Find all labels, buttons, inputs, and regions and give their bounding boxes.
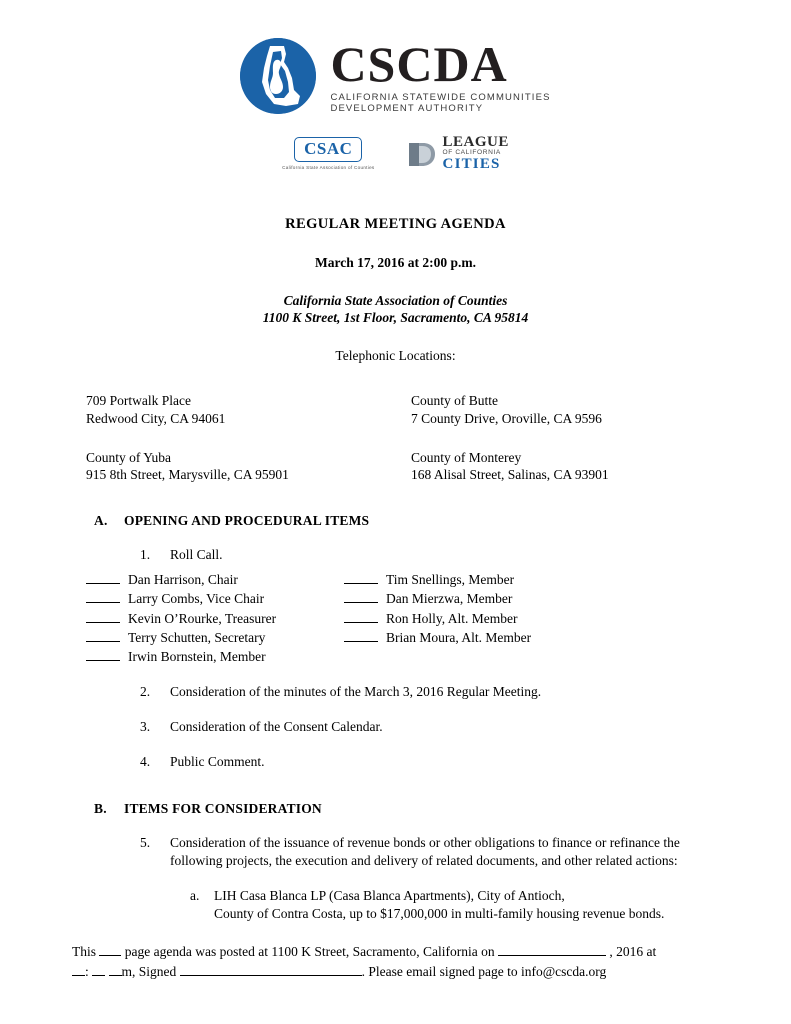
telephonic-locations-list (72, 392, 719, 483)
agenda-item-5-number: 5. (140, 834, 151, 850)
section-a (72, 513, 719, 771)
signature-blank[interactable] (180, 975, 362, 976)
roll-call-entry (86, 628, 344, 647)
league-line2: OF CALIFORNIA (442, 149, 501, 157)
roll-call-name: Larry Combs, Vice Chair (128, 591, 265, 607)
roll-call-entry (344, 609, 719, 628)
agenda-item-2 (72, 683, 719, 701)
section-b-title: ITEMS FOR CONSIDERATION (124, 800, 322, 816)
cscda-acronym: CSCDA (330, 35, 508, 92)
meeting-datetime: March 17, 2016 at 2:00 p.m. (315, 255, 476, 271)
roll-call-checkbox-blank[interactable] (86, 611, 120, 623)
csac-caption: California State Association of Counties (282, 165, 375, 171)
roll-call-checkbox-blank[interactable] (86, 649, 120, 661)
roll-call-name: Tim Snellings, Member (386, 572, 515, 588)
csac-acronym: CSAC (304, 139, 353, 159)
roll-call-entry (344, 628, 719, 647)
posted-ampm-blank[interactable] (109, 975, 122, 976)
agenda-item-5a-indent (72, 887, 170, 923)
roll-call-checkbox-blank[interactable] (86, 572, 120, 584)
roll-call-left-column (86, 570, 344, 666)
section-a-title: OPENING AND PROCEDURAL ITEMS (124, 513, 370, 529)
roll-call-name: Dan Mierzwa, Member (386, 591, 513, 607)
roll-call-entry (86, 570, 344, 589)
league-of-california-cities-logo (407, 135, 509, 172)
csac-ring (294, 137, 362, 162)
footer-text-2: page agenda was posted at 1100 K Street, Sacramento, California on (124, 943, 495, 959)
league-wordmark (443, 135, 509, 172)
list-item (86, 449, 411, 484)
section-b (72, 801, 719, 923)
location-address: 168 Alisal Street, Salinas, CA 93901 (411, 467, 609, 483)
roll-call-name: Dan Harrison, Chair (128, 572, 238, 588)
section-b-letter: B. (94, 800, 107, 816)
cscda-wordmark (330, 35, 551, 114)
agenda-item-4-number: 4. (140, 754, 151, 770)
agenda-item-5a-letter: a. (190, 887, 200, 903)
list-item (411, 449, 719, 484)
page-title: REGULAR MEETING AGENDA (285, 216, 506, 233)
roll-call-entry (86, 647, 344, 666)
roll-call-checkbox-blank[interactable] (344, 630, 378, 642)
venue-name: California State Association of Counties (283, 293, 508, 309)
agenda-item-5a (72, 887, 719, 923)
roll-call-checkbox-blank[interactable] (86, 630, 120, 642)
roll-call-name: Terry Schutten, Secretary (128, 629, 266, 645)
roll-call-checkbox-blank[interactable] (344, 572, 378, 584)
roll-call-name: Brian Moura, Alt. Member (386, 629, 532, 645)
location-name: County of Yuba (86, 449, 171, 465)
agenda-item-3-number: 3. (140, 719, 151, 735)
california-bear-icon (240, 38, 316, 114)
roll-call-name: Irwin Bornstein, Member (128, 648, 266, 664)
agenda-item-5a-line2: County of Contra Costa, up to $17,000,000 in multi-family housing revenue bonds. (214, 905, 665, 921)
posted-hour-blank[interactable] (72, 975, 85, 976)
venue-address: 1100 K Street, 1st Floor, Sacramento, CA 95814 (262, 310, 529, 326)
location-name: County of Monterey (411, 449, 522, 465)
section-a-heading (72, 513, 719, 529)
telephonic-locations-label: Telephonic Locations: (335, 348, 456, 364)
csac-logo (282, 137, 374, 170)
location-name: 709 Portwalk Place (86, 393, 191, 409)
list-item (86, 392, 411, 427)
league-line3: CITIES (442, 156, 501, 173)
league-line1: LEAGUE (442, 134, 509, 150)
cscda-subtitle-line2: DEVELOPMENT AUTHORITY (330, 103, 484, 114)
location-address: Redwood City, CA 94061 (86, 410, 226, 426)
roll-call-right-column (344, 570, 719, 666)
roll-call-checkbox-blank[interactable] (344, 591, 378, 603)
footer-text-4: : (85, 963, 89, 979)
roll-call-entry (344, 570, 719, 589)
agenda-item-1-text: Roll Call. (170, 547, 223, 563)
roll-call-entry (344, 589, 719, 608)
roll-call-list (72, 570, 719, 666)
page-count-blank[interactable] (99, 955, 121, 956)
agenda-item-5a-line1: LIH Casa Blanca LP (Casa Blanca Apartments), City of Antioch, (214, 887, 565, 903)
footer-text-1: This (72, 943, 97, 959)
section-a-letter: A. (94, 513, 108, 529)
location-address: 915 8th Street, Marysville, CA 95901 (86, 467, 289, 483)
roll-call-checkbox-blank[interactable] (344, 611, 378, 623)
roll-call-entry (86, 589, 344, 608)
section-b-heading (72, 801, 719, 817)
roll-call-name: Kevin O’Rourke, Treasurer (128, 610, 277, 626)
cscda-subtitle-line1: CALIFORNIA STATEWIDE COMMUNITIES (330, 91, 551, 103)
location-address: 7 County Drive, Oroville, CA 9596 (411, 410, 602, 426)
agenda-item-4-text: Public Comment. (170, 754, 265, 770)
agenda-item-3 (72, 718, 719, 736)
location-name: County of Butte (411, 393, 498, 409)
league-shield-icon (407, 139, 437, 169)
agenda-item-4 (72, 753, 719, 771)
agenda-item-1-number: 1. (140, 547, 151, 563)
posting-certification (72, 942, 727, 983)
list-item (411, 392, 719, 427)
roll-call-entry (86, 609, 344, 628)
agenda-item-2-number: 2. (140, 684, 151, 700)
agenda-item-1 (72, 546, 719, 564)
agenda-item-3-text: Consideration of the Consent Calendar. (170, 719, 383, 735)
roll-call-checkbox-blank[interactable] (86, 591, 120, 603)
cscda-logo (240, 35, 551, 114)
footer-text-5: m, Signed (121, 963, 177, 979)
roll-call-name: Ron Holly, Alt. Member (386, 610, 518, 626)
document-title-block (72, 216, 719, 364)
partner-logos (72, 135, 719, 172)
posted-date-blank[interactable] (498, 955, 606, 956)
footer-text-3: , 2016 at (609, 943, 657, 959)
agenda-item-5-text: Consideration of the issuance of revenue bonds or other obligations to finance or refinance the following projects, the execution and delivery of related documents, and other related actions: (170, 834, 680, 868)
posted-minute-blank[interactable] (92, 975, 105, 976)
agenda-item-2-text: Consideration of the minutes of the March 3, 2016 Regular Meeting. (170, 684, 542, 700)
footer-text-6: . Please email signed page to info@cscda.org (361, 963, 607, 979)
agenda-item-5 (72, 834, 719, 870)
logo-header (72, 0, 719, 172)
